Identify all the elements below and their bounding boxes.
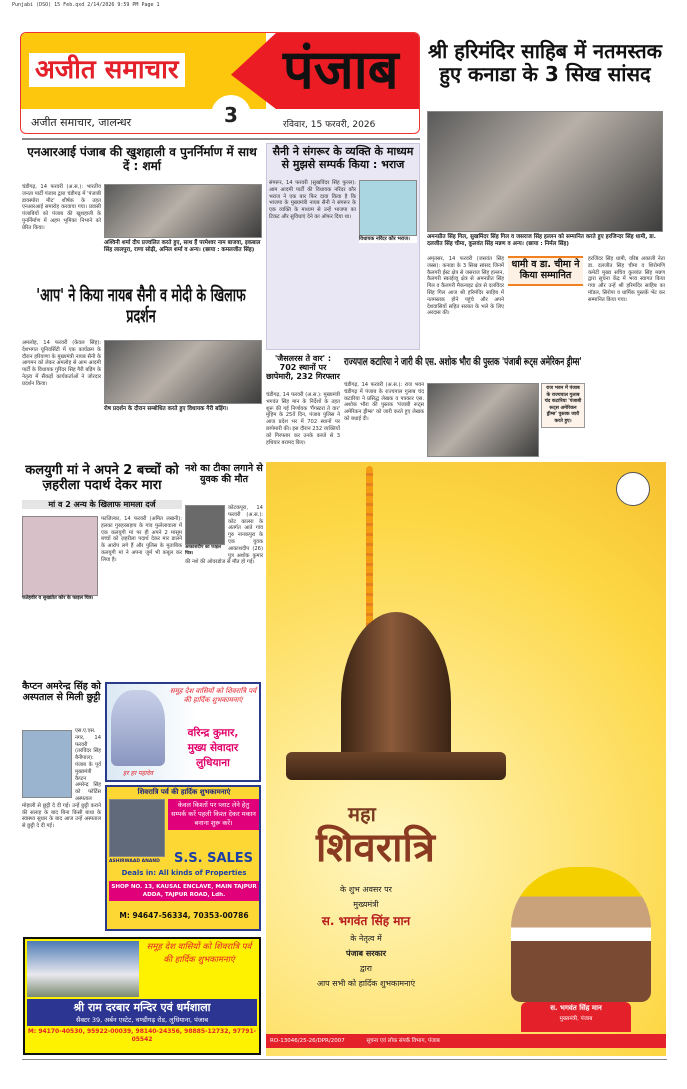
ss-phone: M: 94647-56334, 70353-00786 [119, 911, 249, 920]
caption-bharaj: विधायक नरिंदर कौर भराज। [359, 236, 417, 243]
page-number: 3 [211, 95, 251, 134]
body-jaisalrus: चंडीगढ़, 14 फरवरी (अ.स.): मुख्यमंत्री भगवंत सिंह मान के निर्देशों के तहत शुरू की गई निर्णायक 'गैंगस्टरां ते वार' मुहिम के 25वें दिन, पंजाब पुलिस ने आज प्रदेश भर में 702 स्थानों पर छापेमारी की। इस दौरान 232 व्यक्तियों को गिरफ्तार कर उनके कब्जे से 3 हथियार बरामद किए। [266, 392, 340, 446]
temple-image [27, 941, 139, 997]
ad-ss-sales [105, 785, 261, 931]
body-dhami: हरजिंदर सिंह धामी, वरिष्ठ अकाली नेता डा. दलजीत सिंह चीमा व शिरोमणि कमेटी मुख्य सचिव कुलवंत सिंह मन्नण द्वारा सूचना केंद्र में भव्य स्वागत किया गया और उन्हें श्री हरिमंदिर साहिब का मॉडल, सिरोपा व धार्मिक पुस्तकें भेंट कर सम्मानित किया गया। [588, 256, 665, 303]
nashe-figure [185, 505, 225, 557]
headline-saini: सैनी ने संगरूर के व्यक्ति के माध्यम से मुझसे सम्पर्क किया : भराज [272, 145, 414, 171]
shivratri-footer [266, 1034, 666, 1048]
print-slug: Punjabi (DSO) 15 Feb.qxd 2/14/2026 9:59 PM Page 1 [12, 2, 160, 8]
ad-ram-darbar [23, 937, 261, 1055]
kalyugi-body-wrap [22, 516, 182, 604]
nashe-body-wrap [185, 505, 263, 566]
photo-golden-temple [427, 111, 663, 232]
badge-title: मुख्यमंत्री, पंजाब [559, 1016, 593, 1022]
ss-company: S.S. SALES [173, 851, 254, 866]
shivling-base [286, 752, 506, 780]
msg-line5: द्वारा [359, 964, 373, 973]
ss-header: शिवरात्रि पर्व की हार्दिक शुभकामनाएं [137, 788, 231, 796]
ad-varinder [105, 682, 261, 782]
caption-golden-temple: अमनप्रीत सिंह गिल, सुखमिंदर सिंह गिल व जसराज सिंह हल्लन को सम्मानित करते हुए हरजिन्दर सिंह धामी, डा. दलजीत सिंह चीमा, कुलवंत सिंह मन्नण व अन्य। (छाया : निर्मल सिंह) [427, 234, 656, 247]
cm-photo [511, 867, 651, 1002]
body-saini: संगरूर, 14 फरवरी (सुखविंदर सिंह फुल्ल): आम आदमी पार्टी की विधायक नरिंदर कौर भराज ने एक बार फिर दावा किया है कि भाजपा के मुख्यमंत्री नायब सैनी ने संगरूर के एक व्यक्ति के माध्यम से उन्हें भाजपा का टिकट और सुविधाएं देने का ऑफर दिया था। [269, 180, 356, 220]
masthead-date: रविवार, 15 फरवरी, 2026 [283, 120, 376, 130]
ram-band [27, 999, 257, 1026]
caption-nri: अश्विनी शर्मा दीप प्रज्वलित करते हुए, साथ हैं परमेश्वर नाम बाजवा, इकबाल सिंह लालपुरा, राणा सोढ़ी, अनिल शर्मा व अन्य। (छाया : कमलजीत सिंह) [104, 240, 261, 253]
msg-line2: मुख्यमंत्री [353, 900, 379, 909]
body-captain: एस.ए.एस. नगर, 14 फरवरी (तरविंदर सिंह बैनीपाल): पंजाब के पूर्व मुख्यमंत्री कैप्टन अमरेन्द्र सिंह को फोर्टिस अस्पताल मोहाली से छुट्टी दे दी गई। उन्हें छुट्टी कराने की सलाह के बाद बिना किसी बाधा के स्वास्थ्य सुधार के बाद आज उन्हें अस्पताल से छुट्टी दे दी गई। [22, 728, 101, 830]
body-nashe: कोटकपूरा, 14 फरवरी (अ.स.): कोट कालरा के अंतर्गत आते गांव गुरु नानकपुरा के एक युवक आकाशदीप (26) पुत्र अशोक कुमार की नशे की ओवरडोज से मौत हो गई। [185, 505, 263, 566]
headline-nri: एनआरआई पंजाब की खुशहाली व पुनर्निर्माण में साथ दें : शर्मा [27, 145, 257, 173]
cm-name: स. भगवंत सिंह मान [321, 914, 411, 928]
kalyugi-figure [22, 516, 98, 602]
headline-aap-wrap [22, 286, 262, 327]
saini-body-wrap [269, 180, 417, 245]
ss-deals: Deals in: All kinds of Properties [121, 869, 247, 877]
varinder-city: लुधियाना [196, 757, 230, 769]
title-maha: महा [348, 802, 376, 826]
varinder-tag: हर हर महादेव [123, 770, 153, 777]
ss-offer: केवल किश्तों पर प्लाट लेने हेतु सम्पर्क करें पहली किश्त देकर मकान बनाना शुरू करें। [168, 799, 259, 830]
headline-aap: 'आप' ने किया नायब सैनी व मोदी के खिलाफ प्रदर्शन [36, 285, 246, 327]
dept-footer: सूचना एवं लोक संपर्क विभाग, पंजाब [366, 1038, 440, 1044]
varinder-name-block [167, 726, 259, 771]
headline-kataria-wrap [344, 356, 666, 376]
ss-person: ASHIRWAAD ANAND [109, 859, 160, 864]
ram-phone: M: 94170-40530, 95922-00039, 98140-24356, 98885-12732, 97791-05542 [27, 1028, 257, 1043]
cm-badge [521, 1002, 631, 1032]
headline-kalyugi: कलयुगी मां ने अपने 2 बच्चों को ज़हरीला पदार्थ देकर मारा [25, 463, 179, 493]
masthead-city: अजीत समाचार, जालन्धर [31, 116, 132, 129]
title-shivratri: शिवरात्रि [316, 825, 435, 871]
msg-line6: आप सभी को हार्दिक शुभकामनाएं [317, 979, 415, 988]
caption-nashe: आकाशदीप का फाइल चित्र। [185, 545, 222, 556]
ram-address: सैक्टर 39, अर्बन एस्टेट, चण्डीगढ़ रोड, लुधियाना, पंजाब [75, 1016, 209, 1024]
headline-golden-temple: श्री हरिमंदिर साहिब में नतमस्तक हुए कनाडा के 3 सिख सांसद [428, 39, 662, 86]
varinder-greeting: समूह देश वासियों को शिवरात्रि पर्व की हार्दिक शुभकामनाएं [169, 687, 257, 704]
headline-nashe: नशे का टीका लगाने से युवक की मौत [185, 463, 263, 485]
photo-kataria [427, 383, 539, 457]
body-nri: चंडीगढ़, 14 फरवरी (अ.स.): भारतीय जनता पार्टी पंजाब द्वारा चंडीगढ़ में 'पंजाबी डायस्पोरा मीट' शीर्षक के तहत एनआरआई समारोह करवाया गया। प्रवासी पंजाबियों को पंजाब की खुशहाली के पुनर्निर्माण में अहम भूमिका निभाने को प्रेरित किया। [22, 184, 101, 231]
headline-kataria: राज्यपाल कटारिया ने जारी की एस. अशोक भौरा की पुस्तक 'पंजाबी रूट्स अमेरिकन ड्रीम्स' [344, 356, 582, 368]
photo-kalyugi [22, 516, 98, 596]
brand-right: पंजाब [283, 38, 399, 101]
marigold-garland [366, 466, 373, 631]
box-dhami [508, 256, 583, 286]
caption-kalyugi: फतेहवीर व सुखप्रीत कौर के फाइल चित्र। [22, 596, 94, 601]
body-golden-temple: अमृतसर, 14 फरवरी (जसवंत सिंह जस्स): कनाडा के 3 सिख सांसद जिनमें कैलगरी ईस्ट क्षेत्र से जसराज सिंह हल्लन, कैलगरी स्काईव्यू क्षेत्र से अमनप्रीत सिंह गिल व कैलगरी मैकनाइट क्षेत्र से दलविंदर सिंह गिल आज श्री हरिमंदिर साहिब में नतमस्तक होने पहुंचे और अपने देशवासियों सहित सरबत के भले के लिए अरदास की। [427, 256, 504, 317]
ram-greeting: समूह देश वासियों को शिवरात्रि पर्व की हार्दिक शुभकामनाएं [146, 942, 252, 965]
ad-shivratri [266, 462, 666, 1056]
photo-nri [104, 184, 262, 238]
saini-box [266, 143, 420, 350]
body-kataria: चंडीगढ़, 14 फरवरी (अ.स.): राज भवन चंडीगढ़ में पंजाब के राज्यपाल गुलाब चंद कटारिया ने प्रसिद्ध लेखक व पत्रकार एस. अशोक भौरा की पुस्तक 'पंजाबी रूट्स अमेरिकन ड्रीम्स' को जारी करते हुए लेखक को बधाई दी। [344, 382, 424, 422]
shivratri-message [281, 882, 451, 991]
punjab-govt-emblem [616, 472, 650, 506]
box-title-dhami: धामी व डा. चीमा ने किया सम्मानित [511, 259, 580, 281]
shiva-image [111, 690, 165, 766]
photo-bharaj [359, 180, 417, 236]
varinder-title: मुख्य सेवादार [187, 742, 239, 754]
msg-line1: के शुभ अवसर पर [340, 885, 392, 894]
shivling-image [341, 612, 451, 762]
caption-aap: रोष प्रदर्शन के दौरान सम्बोधित करते हुए विधायक गैरी बड़िंग। [104, 406, 229, 412]
kataria-caption-box [541, 383, 585, 428]
bharaj-figure [359, 180, 417, 243]
ss-address: SHOP NO. 13, KAUSAL ENCLAVE, MAIN TAJPUR ADDA, TAJPUR ROAD, Ldh. [109, 881, 259, 901]
varinder-name: वरिन्द्र कुमार, [187, 727, 239, 739]
body-kalyugi: फाजिल्का, 14 फरवरी (अमित लखनी): हलका गुरुहरसहाय के गांव फुलेलावाला में एक कलयुगी मां पर ही अपने 2 मासूम बच्चों को ज़हरीला पदार्थ देकर मार डालने के आरोप लगे हैं और पुलिस के मुताबिक कलयुगी मां ने अपना जुर्म भी कबूल कर लिया है। [101, 516, 182, 563]
msg-line3: के नेतृत्व में [350, 934, 382, 943]
body-aap: अमलोह, 14 फरवरी (केवल सिंह): देशभगत यूनिवर्सिटी में एक कार्यक्रम के दौरान हरियाणा के मुख्यमंत्री नायब सैनी के आगमन को लेकर अमलोह से आम आदमी पार्टी के विधायक गुरिंदर सिंह गैरी बड़िंग के नेतृत्व में सैंकड़ों कार्यकर्ताओं ने जोरदार प्रदर्शन किया। [22, 340, 101, 387]
msg-line4: पंजाब सरकार [345, 949, 387, 958]
ss-person-photo [109, 799, 165, 857]
masthead [20, 32, 420, 134]
badge-name: स. भगवंत सिंह मान [550, 1004, 602, 1012]
brand-left: अजीत समाचार [29, 53, 185, 87]
subhead-kalyugi: मां व 2 अन्य के खिलाफ मामला दर्ज [22, 500, 182, 509]
photo-aap [104, 340, 262, 404]
headline-captain: कैप्टन अमरेन्द्र सिंह को अस्पताल से मिली छुट्टी [22, 681, 101, 703]
captain-body-wrap [22, 728, 101, 830]
photo-captain [22, 730, 72, 798]
headline-jaisalrus: 'जैसलरस ते वार' : 702 स्थानों पर छापेमारी, 232 गिरफ्तार [266, 354, 340, 382]
ro-number: RO-13046/25-26/DPR/2007 [270, 1038, 345, 1044]
photo-nashe [185, 505, 225, 545]
ram-name: श्री राम दरबार मन्दिर एवं धर्मशाला [73, 1001, 211, 1014]
caption-kataria: राज भवन में पंजाब के राज्यपाल गुलाब चंद कटारिया 'पंजाबी रूट्स अमेरिकन ड्रीम्स' पुस्तक जारी करते हुए। [544, 386, 582, 424]
